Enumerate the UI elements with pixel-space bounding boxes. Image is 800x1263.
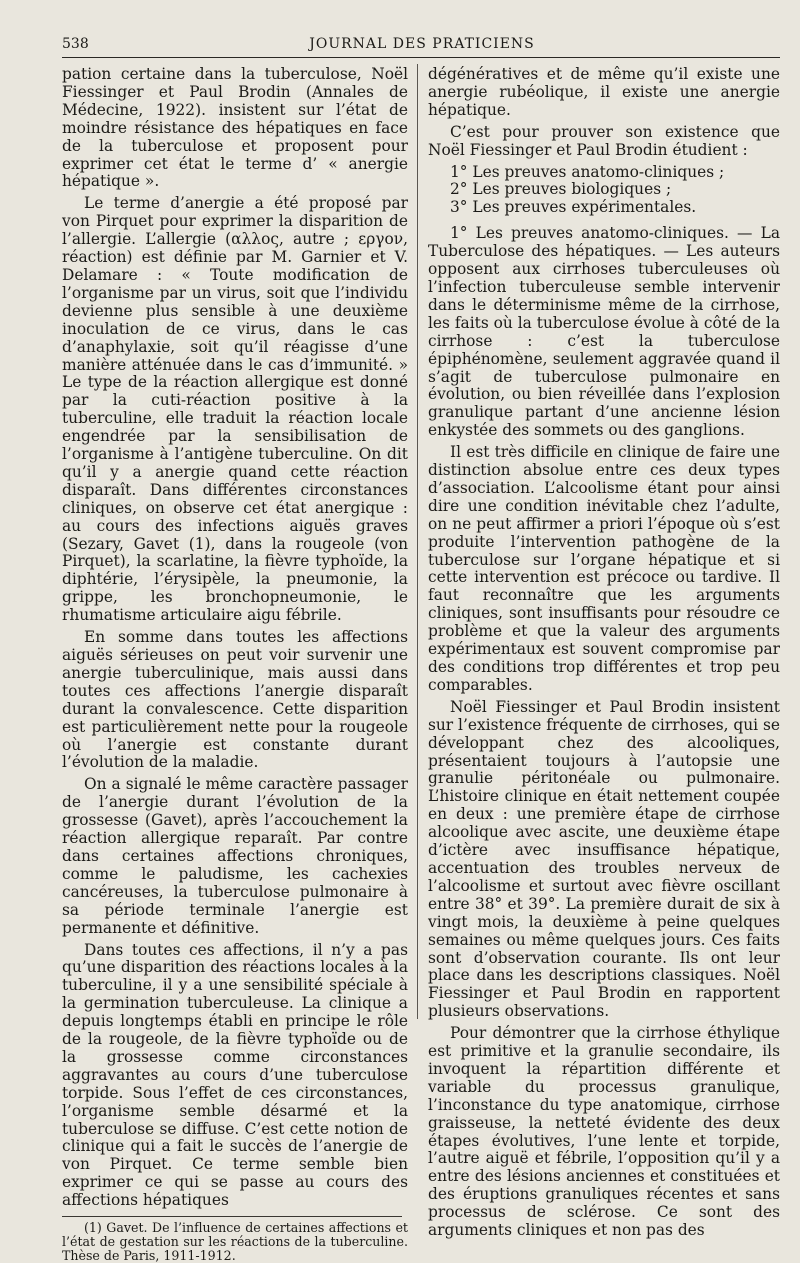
journal-title: JOURNAL DES PRATICIENS	[309, 36, 535, 52]
left-paragraph-2: Le terme d’anergie a été proposé par von Pirquet pour exprimer la disparition de l’allergie. L’allergie (αλλος, autre ; εργον, réaction) est définie par M. Garnier et V. Delamare : « Toute modification de l’organisme par un virus, soit que l’individu devienne plus sensible à une deuxième inoculation de ce virus, dans le cas d’anaphylaxie, soit qu’il réagisse d’une manière atténuée dans le cas d’immunité. » Le type de la réaction allergique est donné par la cuti-réaction positive à la tuberculine, elle traduit la réaction locale engendrée par la sensibilisation de l’organisme à l’antigène tuberculine. On dit qu’il y a anergie quand cette réaction disparaît. Dans différentes circonstances cliniques, on observe cet état anergique : au cours des infections aiguës graves (Sezary, Gavet (1), dans la rougeole (von Pirquet), la scarlatine, la fièvre typhoïde, la diphtérie, l’érysipèle, la pneumonie, la grippe, les bronchopneumonie, le rhumatisme articulaire aigu fébrile.	[62, 194, 408, 625]
left-paragraph-5: Dans toutes ces affections, il n’y a pas qu’une disparition des réactions locales à la tuberculine, il y a une sensibilité spéciale à la germination tuberculeuse. La clinique a depuis longtemps établi en principe le rôle de la rougeole, de la fièvre typhoïde ou de la grossesse comme circonstances aggravantes au cours d’une tuberculose torpide. Sous l’effet de ces circonstances, l’organisme semble désarmé et la tuberculose se diffuse. C’est cette notion de clinique qui a fait le succès de l’anergie de von Pirquet. Ce terme semble bien exprimer ce qui se passe au cours des affections hépatiques	[62, 940, 408, 1210]
section-anatomo-cliniques: 1° Les preuves anatomo-cliniques. — La Tuberculose des hépatiques. — Les auteurs opposent aux cirrhoses tuberculeuses où l’infection tuberculeuse semble intervenir dans le déterminisme même de la cirrhose, les faits où la tuberculose évolue à côté de la cirrhose : c’est la tuberculose épiphénomène, seulement aggravée quand il s’agit de tuberculose pulmonaire en évolution, ou bien réveillée dans l’explosion granulique partant d’une ancienne lésion enkystée des sommets ou des ganglions.	[428, 224, 780, 440]
footnote: (1) Gavet. De l’influence de certaines affections et l’état de gestation sur les réactions de la tuberculine. Thèse de Paris, 1911-1912.	[62, 1220, 408, 1263]
column-divider	[417, 64, 418, 1019]
running-header	[62, 36, 782, 58]
proof-list-item-2: 2° Les preuves biologiques ;	[450, 180, 672, 199]
header-rule	[62, 57, 780, 58]
right-paragraph-6: Pour démontrer que la cirrhose éthylique est primitive et la granulie secondaire, ils invoquent la répartition différente et variable du processus granulique, l’inconstance du type anatomique, cirrhose graisseuse, la netteté évidente des deux étapes évolutives, l’une lente et torpide, l’autre aiguë et fébrile, l’opposition qu’il y a entre des lésions anciennes et constituées et des éruptions granuliques récentes et sans processus de sclérose. Ce sont des arguments cliniques et non pas des	[428, 1024, 780, 1240]
right-paragraph-4: Il est très difficile en clinique de faire une distinction absolue entre ces deux types d’association. L’alcoolisme étant pour ainsi dire une condition inévitable chez l’adulte, on ne peut affirmer a priori l’époque où s’est produite l’intervention pathogène de la tuberculose sur l’organe hépatique et si cette intervention est précoce ou tardive. Il faut reconnaître que les arguments cliniques, sont insuffisants pour résoudre ce problème et que la valeur des arguments expérimentaux est souvent compromise par des conditions trop différentes et trop peu comparables.	[428, 443, 780, 694]
proof-list-item-1: 1° Les preuves anatomo-cliniques ;	[450, 162, 725, 181]
right-paragraph-5: Noël Fiessinger et Paul Brodin insistent sur l’existence fréquente de cirrhoses, qui se développant chez des alcooliques, présentaient toujours à l’autopsie une granulie péritonéale ou pulmonaire. L’histoire clinique en était nettement coupée en deux : une première étape de cirrhose alcoolique avec ascite, une deuxième étape d’ictère avec insuffisance hépatique, accentuation des troubles nerveux de l’alcoolisme et surtout avec fièvre oscillant entre 38° et 39°. La première durait de six à vingt mois, la deuxième à peine quelques semaines ou même quelques jours. Ces faits sont d’observation courante. Ils ont leur place dans les descriptions classiques. Noël Fiessinger et Paul Brodin en rapportent plusieurs observations.	[428, 697, 781, 1021]
left-paragraph-3: En somme dans toutes les affections aiguës sérieuses on peut voir survenir une anergie tuberculinique, mais aussi dans toutes ces affections l’anergie disparaît durant la convalescence. Cette disparition est particulièrement nette pour la rougeole où l’anergie est constante durant l’évolution de la maladie.	[62, 628, 408, 772]
footnote-rule	[62, 1216, 402, 1217]
right-column	[428, 66, 780, 1244]
page-number: 538	[62, 36, 89, 52]
proof-list-item-3: 3° Les preuves expérimentales.	[450, 198, 697, 217]
right-paragraph-2: C’est pour prouver son existence que Noël Fiessinger et Paul Brodin étudient :	[428, 122, 780, 159]
left-paragraph-1: pation certaine dans la tuberculose, Noël Fiessinger et Paul Brodin (Annales de Médecine, 1922). insistent sur l’état de moindre résistance des hépatiques en face de la tuberculose et proposent pour exprimer cet état le terme d’ « anergie hépatique ».	[62, 65, 408, 191]
left-paragraph-4: On a signalé le même caractère passager de l’anergie durant l’évolution de la grossesse (Gavet), après l’accouchement la réaction allergique reparaît. Par contre dans certaines affections chroniques, comme le paludisme, les cachexies cancéreuses, la tuberculose pulmonaire à sa période terminale l’anergie est permanente et définitive.	[62, 775, 408, 937]
right-paragraph-1: dégénératives et de même qu’il existe une anergie rubéolique, il existe une anergie hépatique.	[428, 65, 780, 119]
left-column	[62, 66, 408, 1263]
